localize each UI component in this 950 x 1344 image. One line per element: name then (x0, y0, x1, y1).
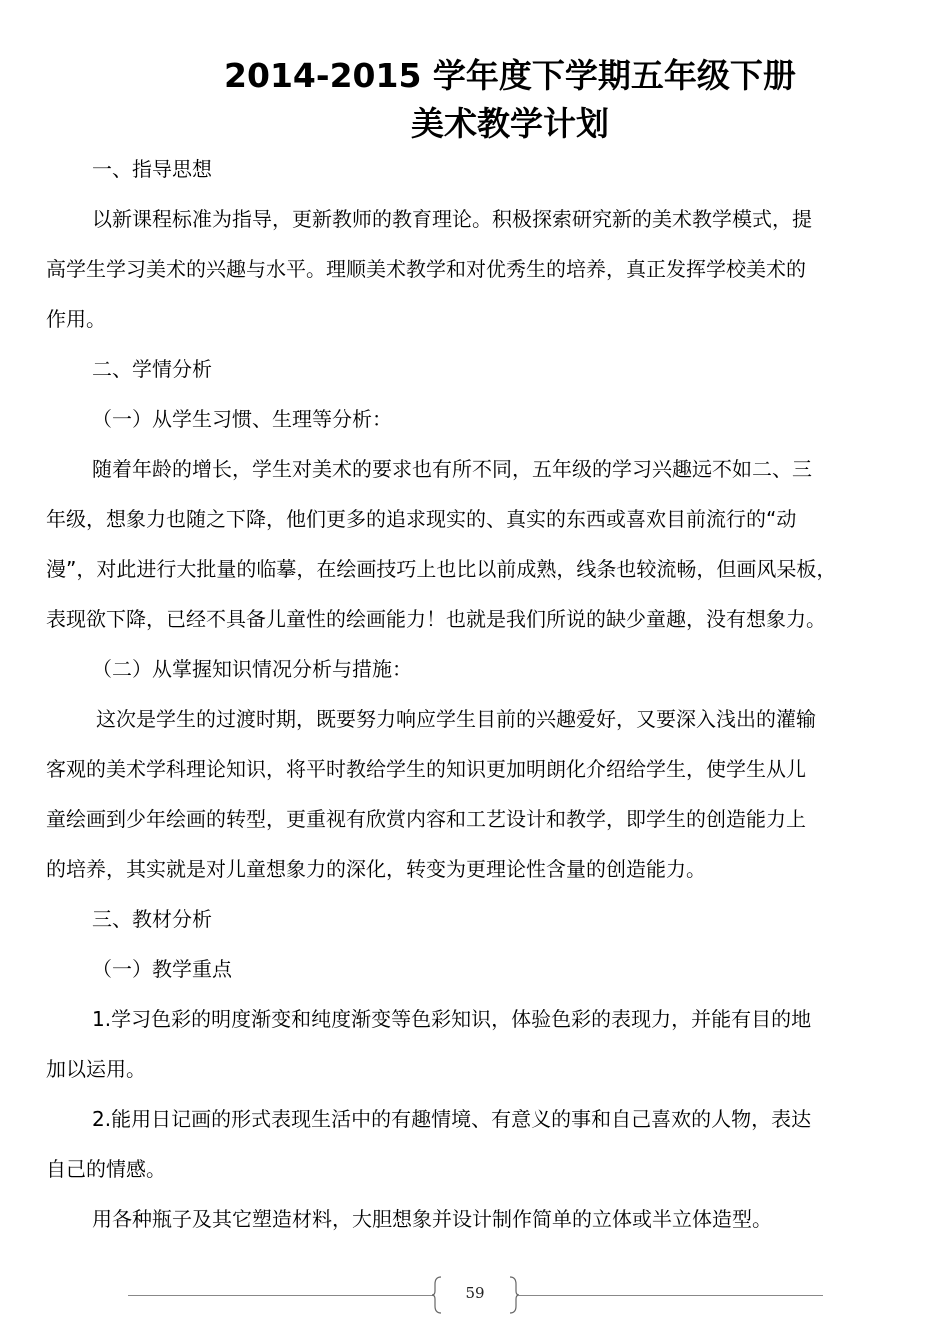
paragraph-line: 自己的情感。 (46, 1157, 166, 1181)
subsection-heading-knowledge: （二）从掌握知识情况分析与措施： (92, 657, 412, 681)
document-title-line-1: 2014-2015 学年度下学期五年级下册 (224, 56, 796, 95)
paragraph-line: 用各种瓶子及其它塑造材料，大胆想象并设计制作简单的立体或半立体造型。 (92, 1207, 772, 1231)
footer-rule-right (518, 1295, 823, 1296)
paragraph-line: 高学生学习美术的兴趣与水平。理顺美术教学和对优秀生的培养，真正发挥学校美术的 (46, 257, 806, 281)
paragraph-line: 漫”，对此进行大批量的临摹，在绘画技巧上也比以前成熟，线条也较流畅，但画风呆板， (46, 557, 837, 581)
subsection-heading-key-points: （一）教学重点 (92, 957, 232, 981)
paragraph-line: 1.学习色彩的明度渐变和纯度渐变等色彩知识，体验色彩的表现力，并能有目的地 (92, 1007, 812, 1031)
paragraph-line: 2.能用日记画的形式表现生活中的有趣情境、有意义的事和自己喜欢的人物，表达 (92, 1107, 812, 1131)
paragraph-line: 表现欲下降，已经不具备儿童性的绘画能力！也就是我们所说的缺少童趣，没有想象力。 (46, 607, 826, 631)
paragraph-line: 童绘画到少年绘画的转型，更重视有欣赏内容和工艺设计和教学，即学生的创造能力上 (46, 807, 806, 831)
paragraph-line: 客观的美术学科理论知识，将平时教给学生的知识更加明朗化介绍给学生，使学生从儿 (46, 757, 806, 781)
paragraph-line: 以新课程标准为指导，更新教师的教育理论。积极探索研究新的美术教学模式，提 (92, 207, 812, 231)
footer-rule-left (128, 1295, 433, 1296)
paragraph-line: 年级，想象力也随之下降，他们更多的追求现实的、真实的东西或喜欢目前流行的“动 (46, 507, 797, 531)
page-number: 59 (465, 1284, 485, 1302)
paragraph-line: 随着年龄的增长，学生对美术的要求也有所不同，五年级的学习兴趣远不如二、三 (92, 457, 812, 481)
paragraph-line: 这次是学生的过渡时期，既要努力响应学生目前的兴趣爱好，又要深入浅出的灌输 (96, 707, 816, 731)
section-heading-student-analysis: 二、学情分析 (92, 357, 212, 381)
subsection-heading-habits: （一）从学生习惯、生理等分析： (92, 407, 392, 431)
section-heading-guiding-thought: 一、指导思想 (92, 157, 212, 181)
paragraph-line: 作用。 (46, 307, 106, 331)
paragraph-line: 的培养，其实就是对儿童想象力的深化，转变为更理论性含量的创造能力。 (46, 857, 706, 881)
footer-left-bracket (432, 1276, 442, 1314)
section-heading-textbook-analysis: 三、教材分析 (92, 907, 212, 931)
document-title-line-2: 美术教学计划 (411, 104, 609, 143)
paragraph-line: 加以运用。 (46, 1057, 146, 1081)
